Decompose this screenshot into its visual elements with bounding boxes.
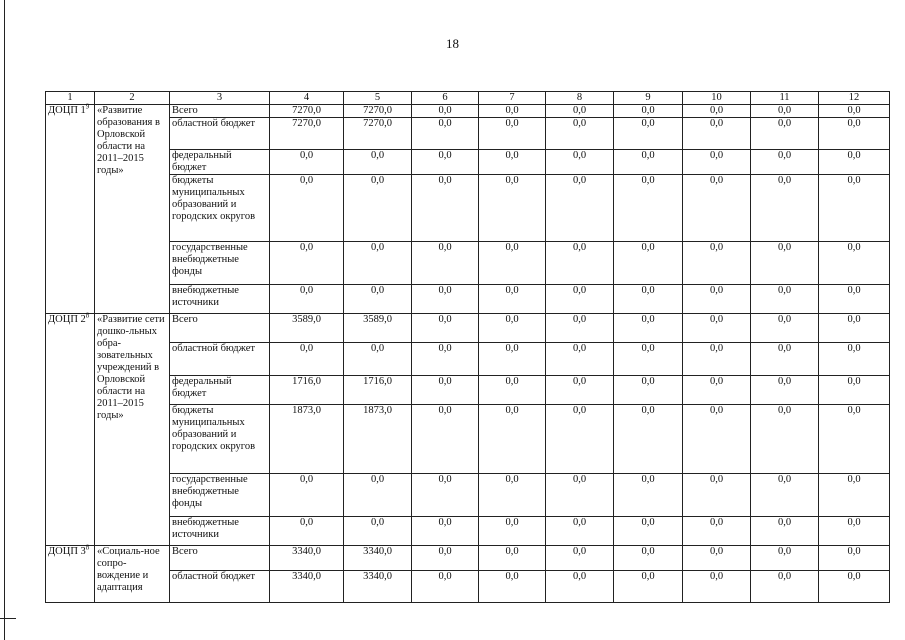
value-cell: 0,0 xyxy=(683,105,751,118)
value-cell: 3340,0 xyxy=(344,571,412,603)
value-cell: 0,0 xyxy=(479,343,546,376)
value-cell: 0,0 xyxy=(546,314,614,343)
value-cell: 1716,0 xyxy=(344,376,412,405)
value-cell: 0,0 xyxy=(614,546,683,571)
value-cell: 3589,0 xyxy=(270,314,344,343)
value-cell: 0,0 xyxy=(479,376,546,405)
value-cell: 0,0 xyxy=(270,242,344,285)
value-cell: 3340,0 xyxy=(344,546,412,571)
value-cell: 7270,0 xyxy=(270,118,344,150)
value-cell: 0,0 xyxy=(479,150,546,175)
column-header: 2 xyxy=(95,92,170,105)
program-name: «Развитие образования в Орловской области на 2011–2015 годы» xyxy=(95,105,170,314)
value-cell: 0,0 xyxy=(479,242,546,285)
value-cell: 0,0 xyxy=(614,343,683,376)
value-cell: 0,0 xyxy=(344,343,412,376)
value-cell: 0,0 xyxy=(819,517,890,546)
column-header: 5 xyxy=(344,92,412,105)
value-cell: 0,0 xyxy=(412,546,479,571)
value-cell: 0,0 xyxy=(819,285,890,314)
value-cell: 1873,0 xyxy=(270,405,344,474)
value-cell: 0,0 xyxy=(614,405,683,474)
value-cell: 0,0 xyxy=(819,376,890,405)
program-code xyxy=(46,311,95,546)
value-cell: 0,0 xyxy=(546,517,614,546)
value-cell: 0,0 xyxy=(344,517,412,546)
value-cell: 0,0 xyxy=(546,118,614,150)
value-cell: 0,0 xyxy=(412,105,479,118)
value-cell: 0,0 xyxy=(479,314,546,343)
column-header: 3 xyxy=(170,92,270,105)
value-cell: 0,0 xyxy=(683,175,751,242)
table-row xyxy=(46,571,890,603)
value-cell: 0,0 xyxy=(751,546,819,571)
table-row xyxy=(46,242,890,285)
value-cell: 0,0 xyxy=(546,285,614,314)
value-cell: 0,0 xyxy=(270,175,344,242)
program-code xyxy=(46,543,95,603)
value-cell: 0,0 xyxy=(344,242,412,285)
program-code-text: ДОЦП 1 xyxy=(48,105,86,116)
value-cell: 0,0 xyxy=(683,150,751,175)
value-cell: 0,0 xyxy=(683,343,751,376)
value-cell: 0,0 xyxy=(546,105,614,118)
value-cell: 0,0 xyxy=(683,242,751,285)
value-cell: 0,0 xyxy=(270,285,344,314)
value-cell: 7270,0 xyxy=(344,105,412,118)
table-row xyxy=(46,118,890,150)
funding-source: государственные внебюджетные фонды xyxy=(170,474,270,517)
value-cell: 0,0 xyxy=(751,405,819,474)
value-cell: 0,0 xyxy=(546,343,614,376)
value-cell: 0,0 xyxy=(683,118,751,150)
program-name: «Развитие сети дошко-льных обра-зовательных учреждений в Орловской области на 2011–2015 годы» xyxy=(95,314,170,546)
value-cell: 0,0 xyxy=(683,376,751,405)
funding-source: Всего xyxy=(170,546,270,571)
value-cell: 0,0 xyxy=(751,105,819,118)
funding-source: бюджеты муниципальных образований и городских округов xyxy=(170,405,270,474)
value-cell: 0,0 xyxy=(751,314,819,343)
value-cell: 0,0 xyxy=(479,175,546,242)
value-cell: 0,0 xyxy=(546,571,614,603)
value-cell: 0,0 xyxy=(751,376,819,405)
funding-source: внебюджетные источники xyxy=(170,517,270,546)
program-code-text: ДОЦП 2 xyxy=(48,314,86,325)
value-cell: 3340,0 xyxy=(270,546,344,571)
value-cell: 0,0 xyxy=(819,405,890,474)
funding-source: Всего xyxy=(170,105,270,118)
value-cell: 0,0 xyxy=(479,571,546,603)
table-row xyxy=(46,150,890,175)
value-cell: 0,0 xyxy=(614,175,683,242)
value-cell: 0,0 xyxy=(344,175,412,242)
value-cell: 0,0 xyxy=(819,105,890,118)
value-cell: 0,0 xyxy=(479,517,546,546)
column-header: 7 xyxy=(479,92,546,105)
value-cell: 0,0 xyxy=(683,405,751,474)
value-cell: 0,0 xyxy=(412,376,479,405)
value-cell: 0,0 xyxy=(751,118,819,150)
value-cell: 0,0 xyxy=(344,474,412,517)
table-row xyxy=(46,474,890,517)
value-cell: 0,0 xyxy=(751,175,819,242)
value-cell: 0,0 xyxy=(751,343,819,376)
program-footnote: 8 xyxy=(85,311,90,320)
funding-source: областной бюджет xyxy=(170,343,270,376)
value-cell: 0,0 xyxy=(614,150,683,175)
value-cell: 0,0 xyxy=(819,242,890,285)
value-cell: 0,0 xyxy=(614,474,683,517)
table-row xyxy=(46,546,890,571)
value-cell: 0,0 xyxy=(751,285,819,314)
table-row xyxy=(46,105,890,118)
value-cell: 0,0 xyxy=(412,285,479,314)
value-cell: 0,0 xyxy=(614,571,683,603)
table-row xyxy=(46,376,890,405)
value-cell: 0,0 xyxy=(479,118,546,150)
value-cell: 0,0 xyxy=(479,285,546,314)
value-cell: 0,0 xyxy=(683,285,751,314)
value-cell: 0,0 xyxy=(546,376,614,405)
funding-source: Всего xyxy=(170,314,270,343)
table-body xyxy=(46,92,890,603)
budget-table xyxy=(45,91,890,603)
value-cell: 0,0 xyxy=(270,150,344,175)
program-code-text: ДОЦП 3 xyxy=(48,546,86,557)
value-cell: 0,0 xyxy=(412,118,479,150)
funding-source: областной бюджет xyxy=(170,571,270,603)
page-number: 18 xyxy=(446,36,459,51)
funding-source: бюджеты муниципальных образований и городских округов xyxy=(170,175,270,242)
column-header: 11 xyxy=(751,92,819,105)
value-cell: 0,0 xyxy=(412,405,479,474)
value-cell: 0,0 xyxy=(751,517,819,546)
value-cell: 0,0 xyxy=(819,571,890,603)
value-cell: 0,0 xyxy=(412,571,479,603)
program-name: «Социаль-ное сопро-вождение и адаптация xyxy=(95,546,170,603)
table-row xyxy=(46,175,890,242)
column-header: 9 xyxy=(614,92,683,105)
value-cell: 0,0 xyxy=(270,343,344,376)
value-cell: 1873,0 xyxy=(344,405,412,474)
value-cell: 0,0 xyxy=(614,118,683,150)
value-cell: 0,0 xyxy=(683,314,751,343)
program-footnote: 9 xyxy=(85,102,90,111)
value-cell: 0,0 xyxy=(479,405,546,474)
value-cell: 0,0 xyxy=(412,242,479,285)
value-cell: 0,0 xyxy=(819,343,890,376)
funding-source: федеральный бюджет xyxy=(170,150,270,175)
value-cell: 0,0 xyxy=(614,376,683,405)
table-row xyxy=(46,285,890,314)
value-cell: 0,0 xyxy=(479,474,546,517)
value-cell: 0,0 xyxy=(479,546,546,571)
value-cell: 0,0 xyxy=(546,150,614,175)
value-cell: 3340,0 xyxy=(270,571,344,603)
left-margin-rule xyxy=(4,0,5,640)
table-row xyxy=(46,343,890,376)
value-cell: 7270,0 xyxy=(270,105,344,118)
margin-tick xyxy=(0,618,16,619)
table-row xyxy=(46,405,890,474)
value-cell: 0,0 xyxy=(819,175,890,242)
value-cell: 0,0 xyxy=(819,118,890,150)
value-cell: 0,0 xyxy=(412,175,479,242)
column-header: 10 xyxy=(683,92,751,105)
value-cell: 0,0 xyxy=(270,474,344,517)
value-cell: 0,0 xyxy=(751,474,819,517)
program-code xyxy=(46,102,95,314)
value-cell: 1716,0 xyxy=(270,376,344,405)
value-cell: 7270,0 xyxy=(344,118,412,150)
program-footnote: 8 xyxy=(85,543,90,552)
value-cell: 0,0 xyxy=(819,546,890,571)
value-cell: 0,0 xyxy=(683,517,751,546)
value-cell: 0,0 xyxy=(412,150,479,175)
funding-source: государственные внебюджетные фонды xyxy=(170,242,270,285)
funding-source: федеральный бюджет xyxy=(170,376,270,405)
value-cell: 0,0 xyxy=(412,314,479,343)
value-cell: 0,0 xyxy=(614,517,683,546)
value-cell: 0,0 xyxy=(546,242,614,285)
value-cell: 0,0 xyxy=(479,105,546,118)
value-cell: 0,0 xyxy=(412,474,479,517)
value-cell: 0,0 xyxy=(614,314,683,343)
header-row xyxy=(46,92,890,105)
value-cell: 0,0 xyxy=(751,150,819,175)
table-row xyxy=(46,517,890,546)
column-header: 12 xyxy=(819,92,890,105)
value-cell: 0,0 xyxy=(819,314,890,343)
value-cell: 3589,0 xyxy=(344,314,412,343)
value-cell: 0,0 xyxy=(683,474,751,517)
value-cell: 0,0 xyxy=(546,474,614,517)
funding-source: внебюджетные источники xyxy=(170,285,270,314)
value-cell: 0,0 xyxy=(344,285,412,314)
value-cell: 0,0 xyxy=(412,517,479,546)
value-cell: 0,0 xyxy=(683,571,751,603)
value-cell: 0,0 xyxy=(546,546,614,571)
column-header: 1 xyxy=(46,92,95,105)
value-cell: 0,0 xyxy=(751,571,819,603)
value-cell: 0,0 xyxy=(614,242,683,285)
value-cell: 0,0 xyxy=(344,150,412,175)
value-cell: 0,0 xyxy=(546,175,614,242)
table-row xyxy=(46,314,890,343)
value-cell: 0,0 xyxy=(614,105,683,118)
value-cell: 0,0 xyxy=(614,285,683,314)
funding-source: областной бюджет xyxy=(170,118,270,150)
value-cell: 0,0 xyxy=(819,150,890,175)
column-header: 6 xyxy=(412,92,479,105)
value-cell: 0,0 xyxy=(412,343,479,376)
value-cell: 0,0 xyxy=(683,546,751,571)
value-cell: 0,0 xyxy=(546,405,614,474)
value-cell: 0,0 xyxy=(751,242,819,285)
column-header: 4 xyxy=(270,92,344,105)
value-cell: 0,0 xyxy=(819,474,890,517)
value-cell: 0,0 xyxy=(270,517,344,546)
column-header: 8 xyxy=(546,92,614,105)
